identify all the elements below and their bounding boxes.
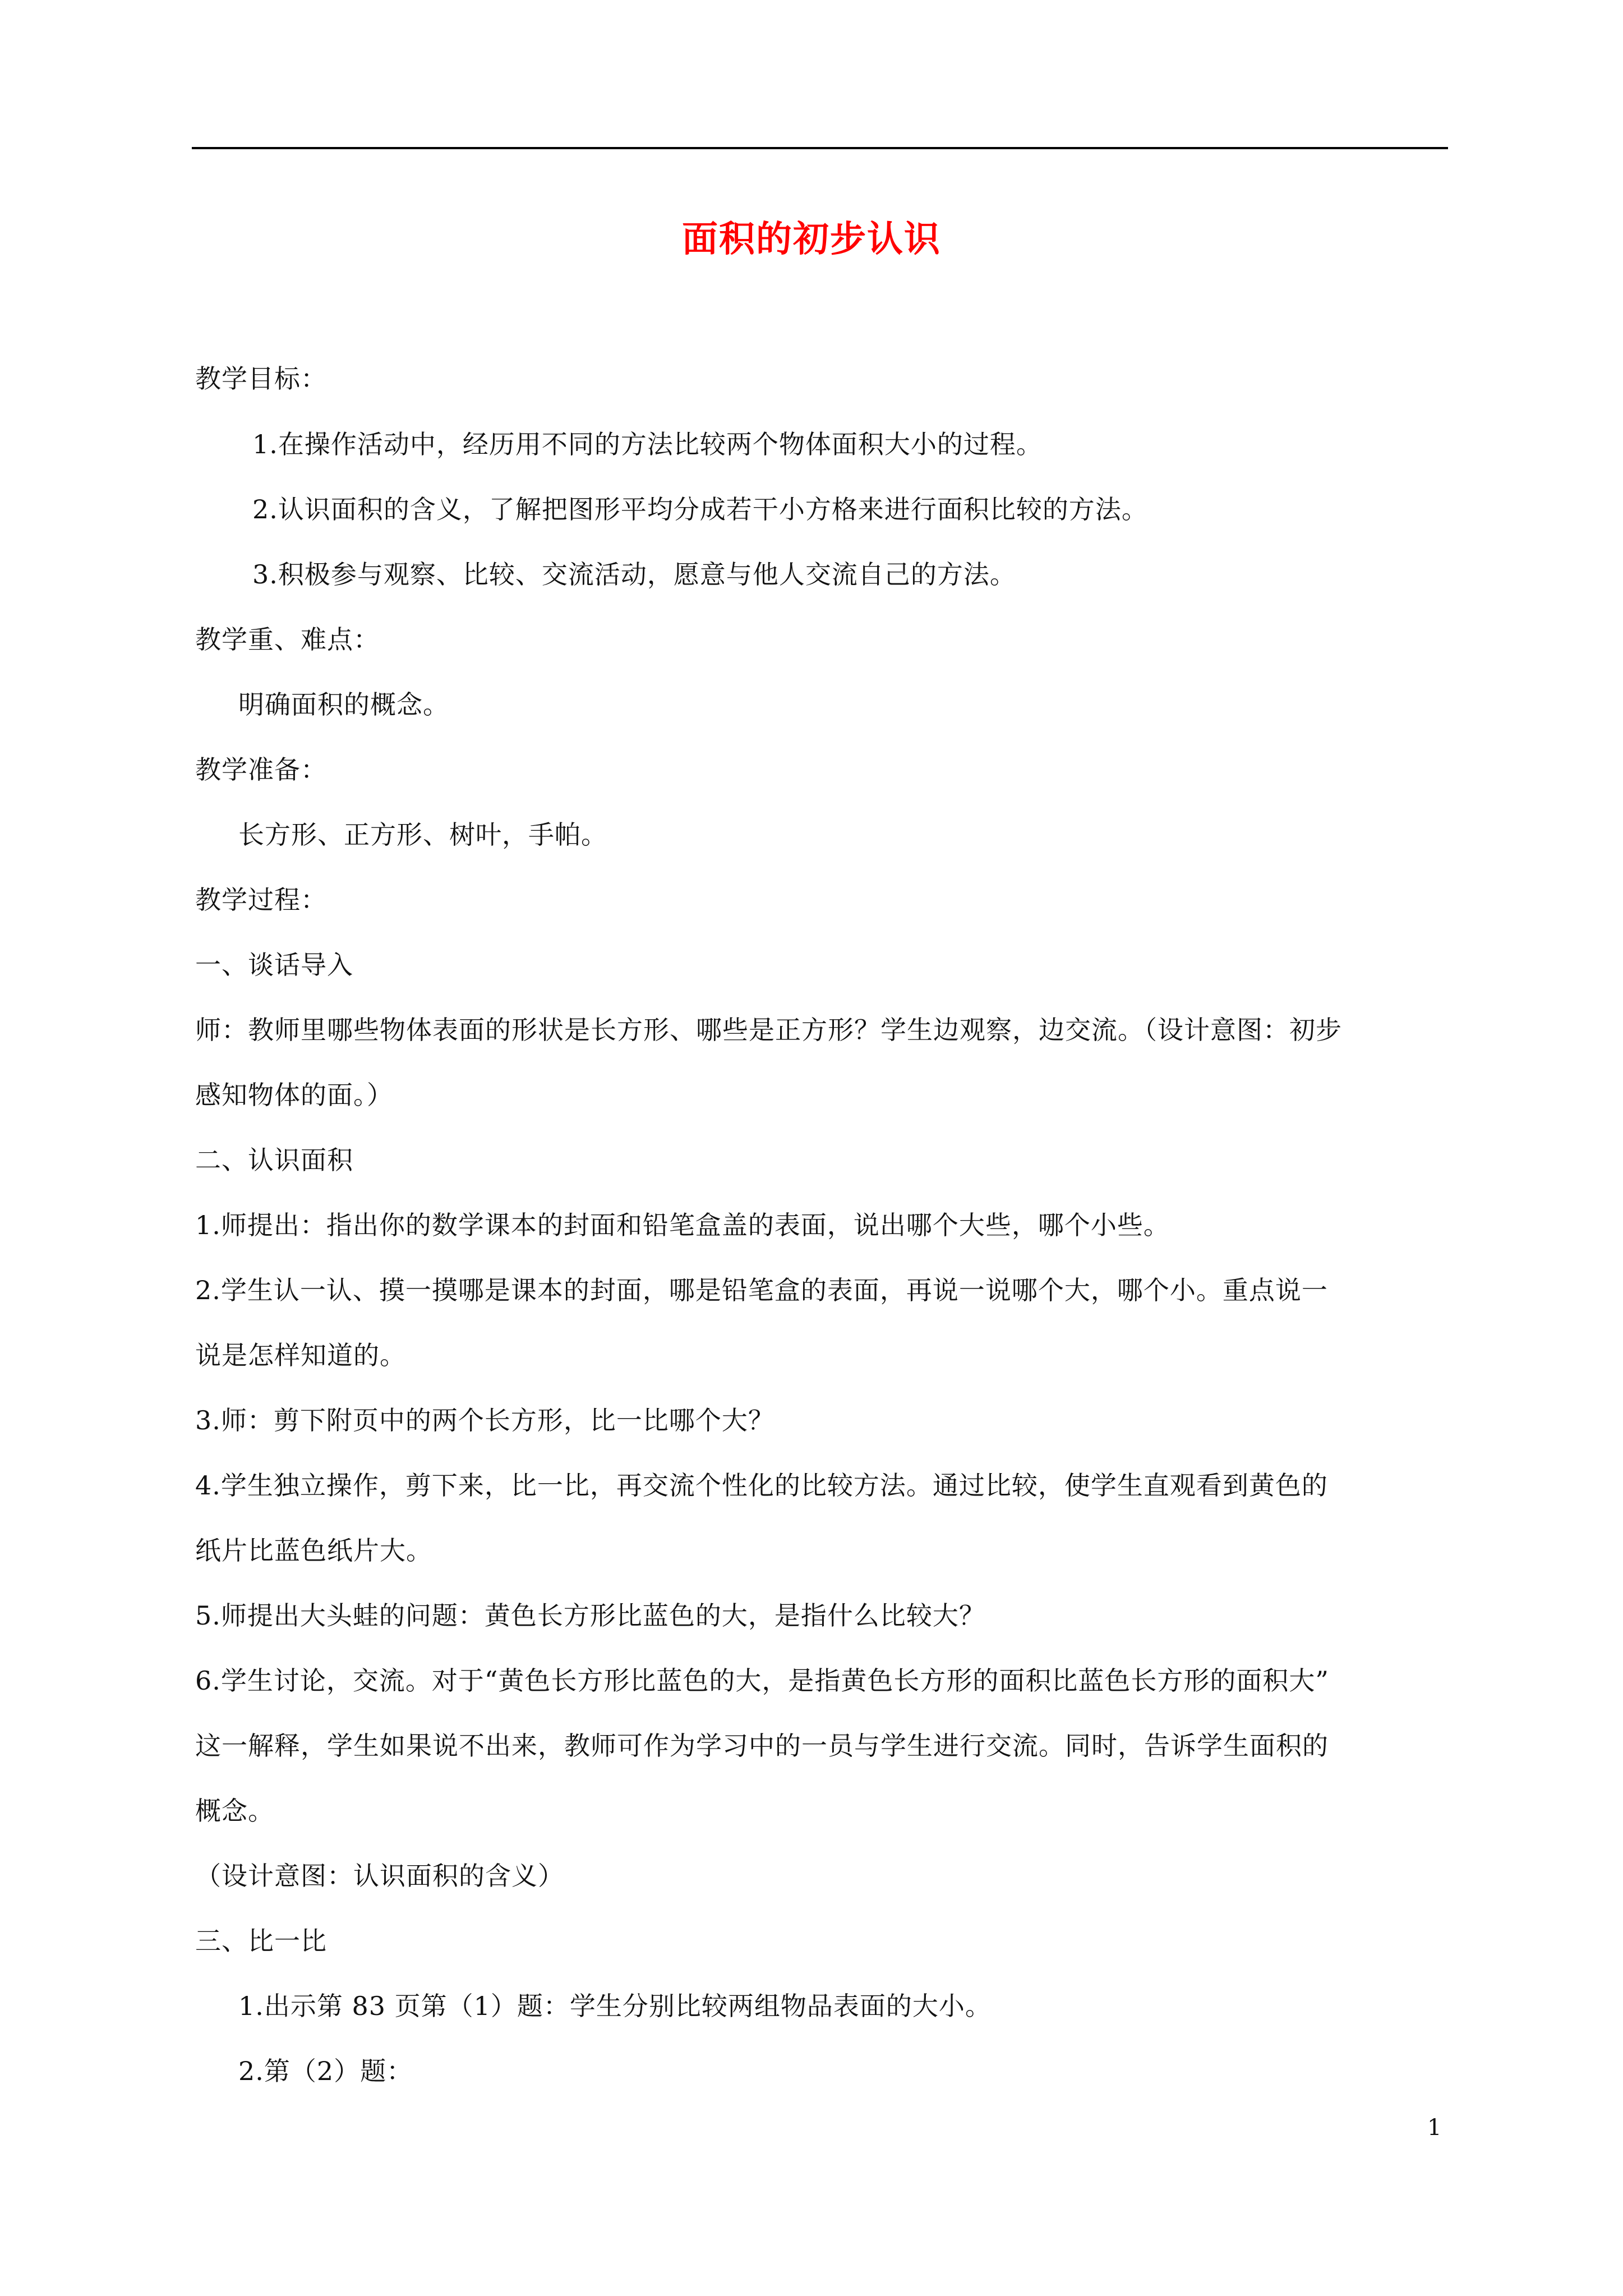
paragraph: 概念。 [195,1796,274,1826]
paragraph: 3.师：剪下附页中的两个长方形，比一比哪个大？ [195,1405,774,1435]
goal-item: 2.认识面积的含义，了解把图形平均分成若干小方格来进行面积比较的方法。 [252,494,1148,524]
paragraph: 1.师提出：指出你的数学课本的封面和铅笔盒盖的表面，说出哪个大些，哪个小些。 [195,1210,1170,1240]
paragraph: 4.学生独立操作，剪下来，比一比，再交流个性化的比较方法。通过比较，使学生直观看到黄色的 [195,1470,1328,1501]
part-heading: 三、比一比 [195,1926,327,1956]
goal-item: 1.在操作活动中，经历用不同的方法比较两个物体面积大小的过程。 [252,429,1043,459]
section-heading-process: 教学过程： [195,885,327,915]
paragraph: 这一解释，学生如果说不出来，教师可作为学习中的一员与学生进行交流。同时，告诉学生面积的 [195,1731,1329,1761]
part-heading: 一、谈话导入 [195,950,353,980]
section-heading-preparation: 教学准备： [195,754,327,785]
paragraph: 长方形、正方形、树叶，手帕。 [238,820,607,850]
part-heading: 二、认识面积 [195,1145,353,1175]
paragraph: 明确面积的概念。 [238,689,449,720]
paragraph: 说是怎样知道的。 [195,1340,406,1370]
design-note: （设计意图：认识面积的含义） [195,1861,564,1891]
exercise-item: 2.第（2）题： [238,2056,413,2086]
page-number: 1 [1427,2115,1442,2141]
goal-item: 3.积极参与观察、比较、交流活动，愿意与他人交流自己的方法。 [252,559,1016,590]
exercise-item: 1.出示第 83 页第（1）题：学生分别比较两组物品表面的大小。 [238,1991,992,2021]
paragraph: 6.学生讨论，交流。对于“黄色长方形比蓝色的大，是指黄色长方形的面积比蓝色长方形的面积大” [195,1665,1329,1696]
section-heading-goals: 教学目标： [195,364,327,394]
paragraph: 纸片比蓝色纸片大。 [195,1535,432,1566]
paragraph: 5.师提出大头蛙的问题：黄色长方形比蓝色的大，是指什么比较大？ [195,1600,985,1631]
paragraph: 2.学生认一认、摸一摸哪是课本的封面，哪是铅笔盒的表面，再说一说哪个大，哪个小。重点说一 [195,1275,1328,1305]
paragraph: 感知物体的面。） [195,1080,393,1110]
paragraph: 师：教师里哪些物体表面的形状是长方形、哪些是正方形？学生边观察，边交流。（设计意图：初步 [195,1015,1342,1045]
section-heading-key-points: 教学重、难点： [195,624,380,655]
document-title: 面积的初步认识 [682,219,941,260]
